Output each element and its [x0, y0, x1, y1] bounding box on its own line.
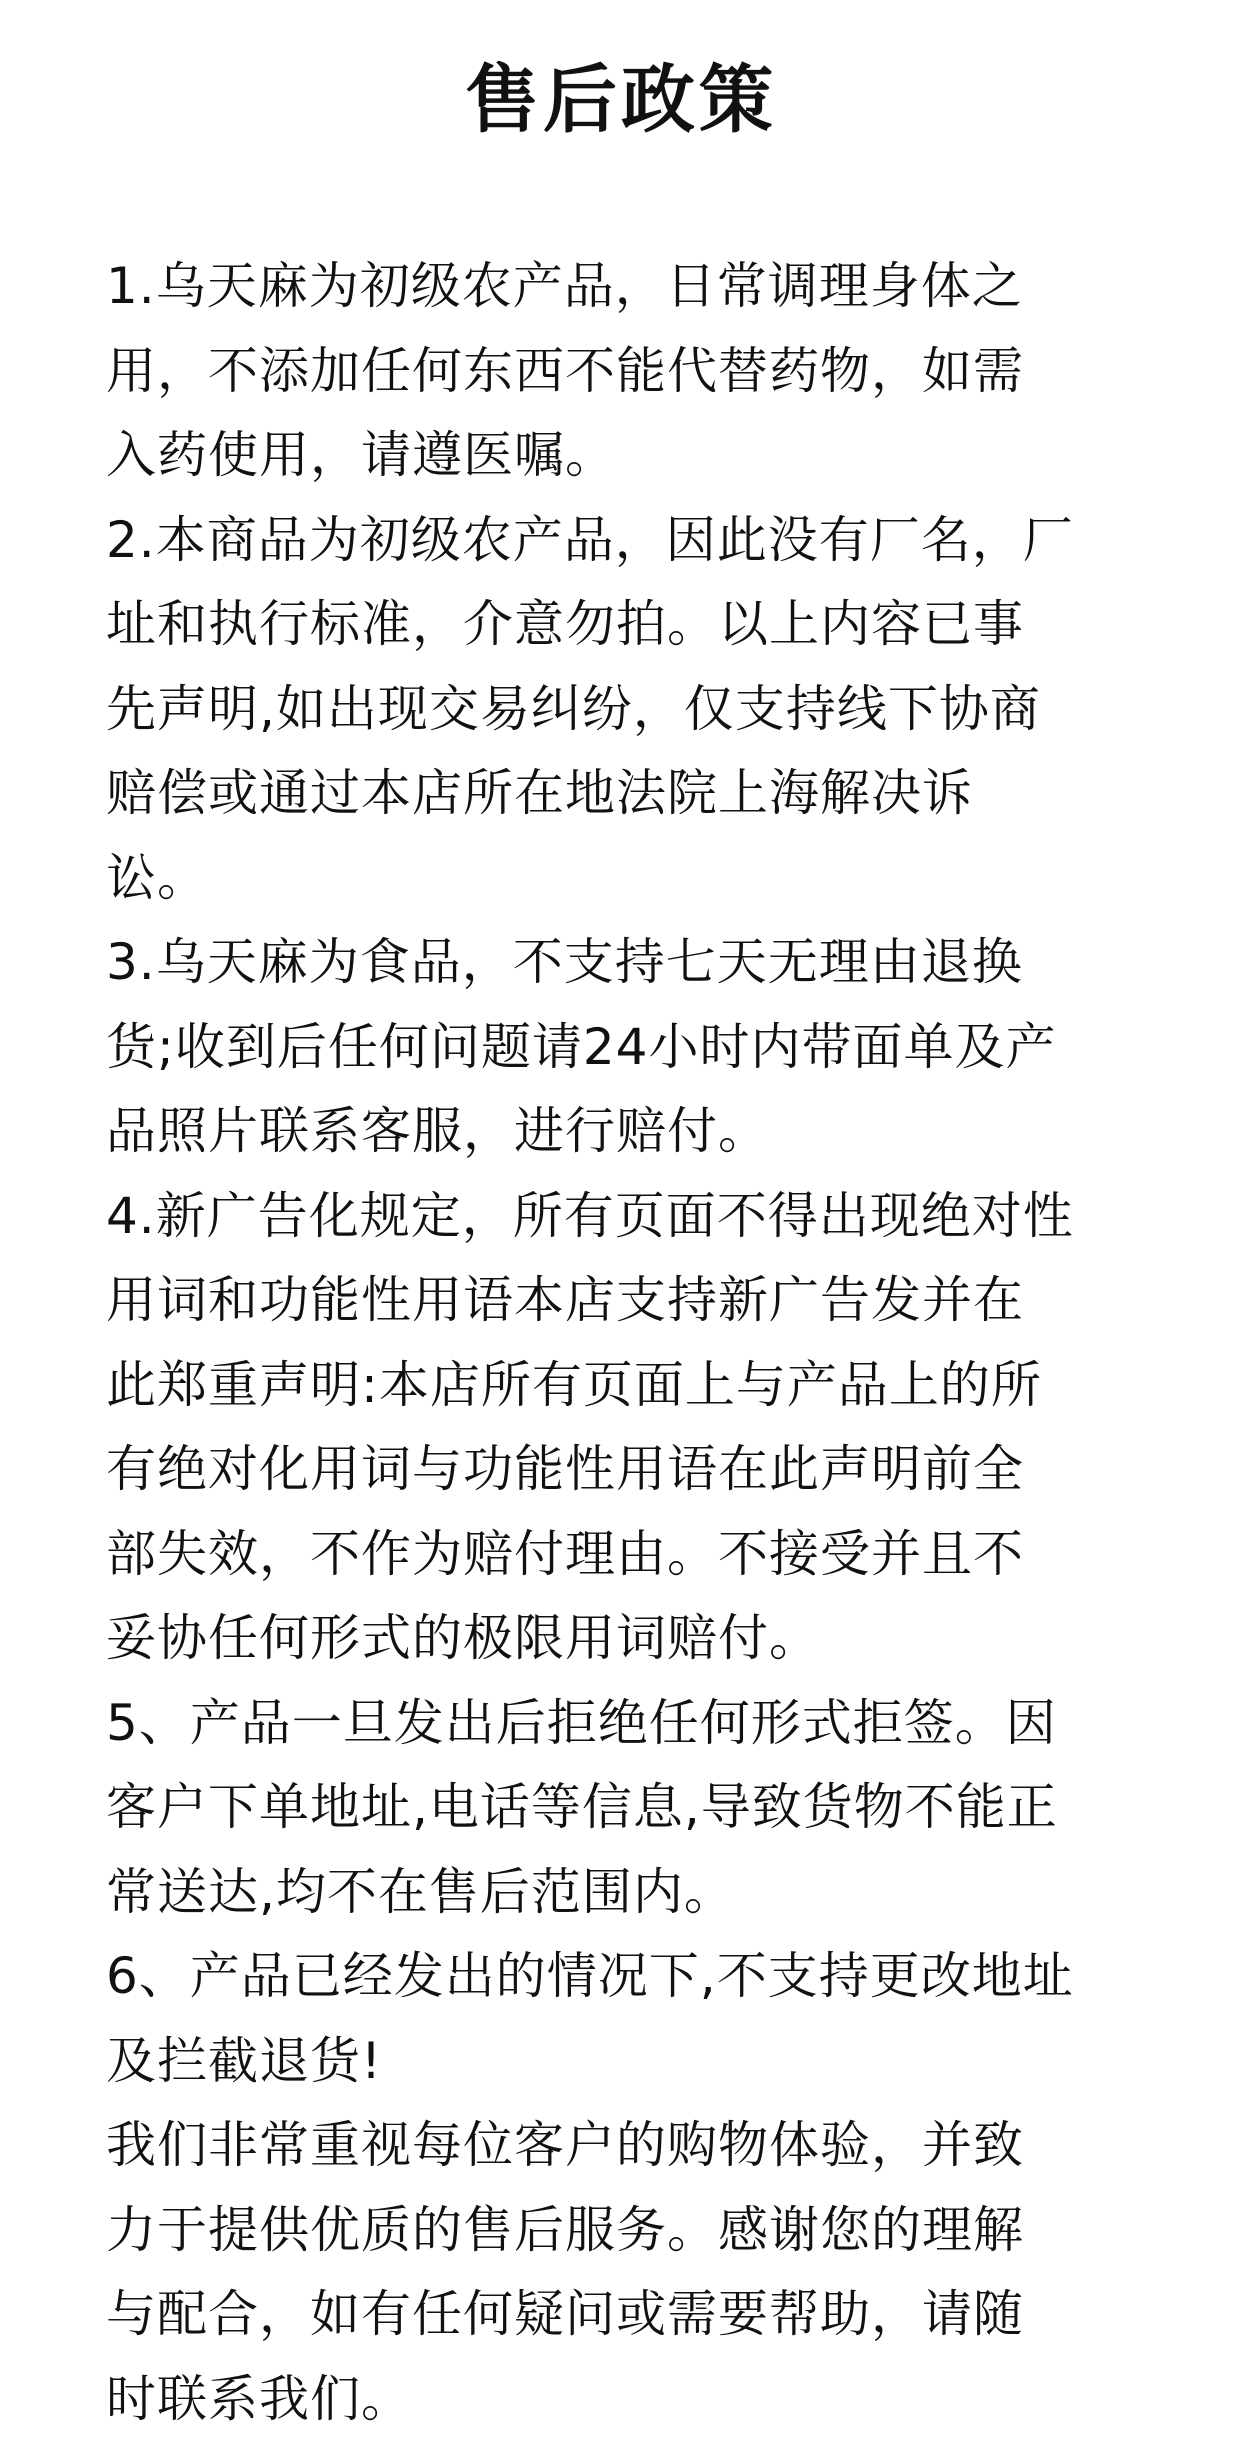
text-line: 与配合，如有任何疑问或需要帮助，请随	[106, 2272, 1146, 2357]
text-line: 1.乌天麻为初级农产品，日常调理身体之	[106, 244, 1146, 329]
text-line: 6、产品已经发出的情况下,不支持更改地址	[106, 1934, 1146, 2019]
text-line: 力于提供优质的售后服务。感谢您的理解	[106, 2188, 1146, 2273]
text-line: 4.新广告化规定，所有页面不得出现绝对性	[106, 1174, 1146, 1259]
text-line: 5、产品一旦发出后拒绝任何形式拒签。因	[106, 1681, 1146, 1766]
text-line: 品照片联系客服，进行赔付。	[106, 1089, 1146, 1174]
text-line: 妥协任何形式的极限用词赔付。	[106, 1596, 1146, 1681]
text-line: 先声明,如出现交易纠纷，仅支持线下协商	[106, 667, 1146, 752]
text-line: 及拦截退货!	[106, 2019, 1146, 2104]
text-line: 2.本商品为初级农产品，因此没有厂名，厂	[106, 498, 1146, 583]
text-line: 货;收到后任何问题请24小时内带面单及产	[106, 1005, 1146, 1090]
text-line: 此郑重声明:本店所有页面上与产品上的所	[106, 1343, 1146, 1428]
text-line: 我们非常重视每位客户的购物体验，并致	[106, 2103, 1146, 2188]
text-line: 客户下单地址,电话等信息,导致货物不能正	[106, 1765, 1146, 1850]
text-line: 赔偿或通过本店所在地法院上海解决诉	[106, 751, 1146, 836]
text-line: 址和执行标准，介意勿拍。以上内容已事	[106, 582, 1146, 667]
text-line: 部失效，不作为赔付理由。不接受并且不	[106, 1512, 1146, 1597]
text-line: 常送达,均不在售后范围内。	[106, 1850, 1146, 1935]
text-line: 讼。	[106, 836, 1146, 921]
page-title: 售后政策	[0, 52, 1242, 148]
text-line: 用词和功能性用语本店支持新广告发并在	[106, 1258, 1146, 1343]
text-line: 入药使用，请遵医嘱。	[106, 413, 1146, 498]
text-line: 时联系我们。	[106, 2357, 1146, 2441]
text-line: 3.乌天麻为食品，不支持七天无理由退换	[106, 920, 1146, 1005]
text-line: 有绝对化用词与功能性用语在此声明前全	[106, 1427, 1146, 1512]
text-line: 用，不添加任何东西不能代替药物，如需	[106, 329, 1146, 414]
policy-text	[106, 244, 1146, 2441]
